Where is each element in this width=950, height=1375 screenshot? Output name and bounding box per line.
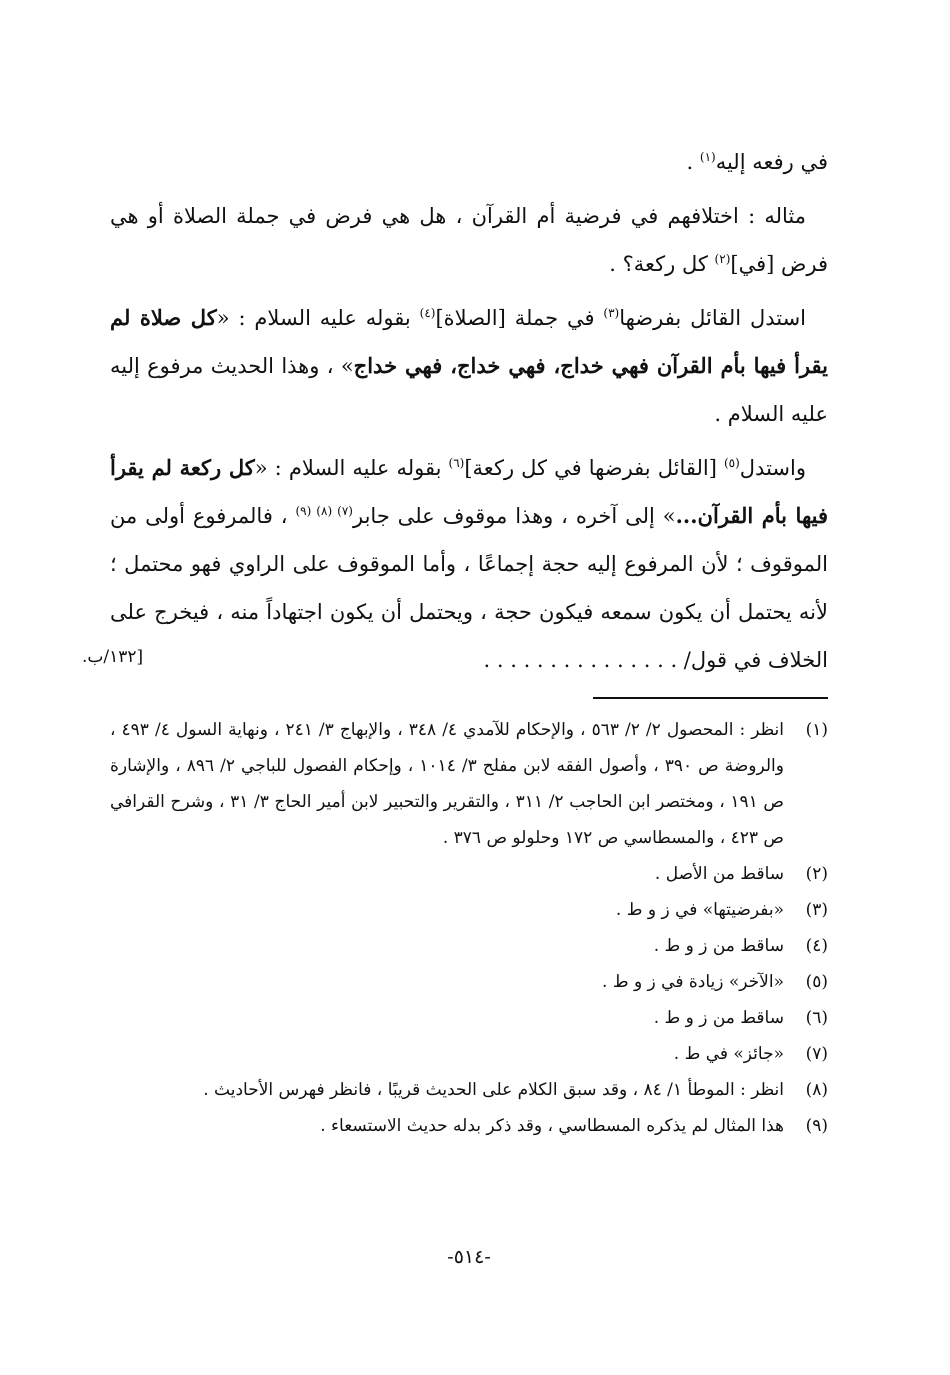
footnote: [110, 1036, 828, 1072]
footnote: [110, 856, 828, 892]
hadith-quote: كل ركعة لم يقرأ فيها بأم القرآن...: [110, 455, 829, 528]
footnote-ref: (٧) (٨) (٩): [295, 504, 353, 518]
footnote-number: (٥): [805, 972, 828, 992]
footnote-text: انظر : المحصول ٢/ ٢/ ٥٦٣ ، والإحكام للآمدي ٤/ ٣٤٨ ، والإبهاج ٣/ ٢٤١ ، ونهاية السول ٤/ ٤٩٣ ، والروضة ص ٣٩٠ ، وأصول الفقه لابن مفلح ٣/ ١٠١٤ ، وإحكام الفصول للباجي ٢/ ٨٩٦ ، والإشارة ص ١٩١ ، ومختصر ابن الحاجب ٢/ ٣١١ ، والتقرير والتحبير لابن أمير الحاج ٣/ ٣١ ، وشرح القرافي ص ٤٢٣ ، والمسطاسي ص ١٧٢ وحلولو ص ٣٧٦ .: [110, 720, 784, 848]
paragraph-3: [110, 444, 828, 684]
footnote-number: (١): [805, 720, 828, 740]
text-run: » إلى آخره ، وهذا موقوف على جابر: [352, 504, 676, 528]
text-run: .: [686, 150, 700, 174]
ellipsis-dots: . . . . . . . . . . . . . . .: [483, 648, 684, 672]
footnote: [110, 928, 828, 964]
footnote-text: ساقط من ز و ط .: [653, 1008, 784, 1028]
margin-folio-ref: .١٣٢/ب]: [82, 647, 144, 667]
footnote-number: (٦): [805, 1008, 828, 1028]
text-run: بقوله عليه السلام : «: [254, 456, 449, 480]
footnote-text: هذا المثال لم يذكره المسطاسي ، وقد ذكر بدله حديث الاستسعاء .: [320, 1116, 784, 1136]
text-run: مثاله : اختلافهم في فرضية أم القرآن ، هل هي فرض في جملة الصلاة أو هي فرض [في]: [110, 204, 828, 276]
footnote-text: «الآخر» زيادة في ز و ط .: [602, 972, 784, 992]
text-run: ، فالمرفوع أولى من الموقوف ؛ لأن المرفوع إليه حجة إجماعًا ، وأما الموقوف على الراوي فهو محتمل ؛ لأنه يحتمل أن يكون سمعه فيكون حجة ، ويحتمل أن يكون اجتهاداً منه ، فيخرج على الخلاف في قول/: [110, 504, 828, 672]
hadith-quote: كل صلاة لم يقرأ فيها بأم القرآن فهي خداج، فهي خداج، فهي خداج: [110, 305, 828, 378]
footnote: [110, 1000, 828, 1036]
footnote-text: «بفرضيتها» في ز و ط .: [615, 900, 784, 920]
main-text: [110, 138, 828, 684]
footnote-ref: (٤): [419, 306, 436, 320]
text-run: استدل القائل بفرضها: [619, 306, 807, 330]
footnote: [110, 892, 828, 928]
footnote-ref: (٢): [714, 252, 731, 266]
footnotes: [110, 712, 828, 1144]
footnote: [110, 1108, 828, 1144]
footnote-number: (٩): [805, 1116, 828, 1136]
footnote-separator: [593, 697, 828, 699]
footnote: [110, 712, 828, 856]
text-run: [القائل بفرضها في كل ركعة]: [464, 456, 724, 480]
paragraph-1: [110, 192, 828, 288]
footnote-number: (٨): [805, 1080, 828, 1100]
text-run: في جملة [الصلاة]: [435, 306, 604, 330]
text-run: » ، وهذا الحديث مرفوع إليه عليه السلام .: [110, 354, 828, 426]
footnote-ref: (١): [699, 150, 716, 164]
footnote: [110, 964, 828, 1000]
footnote-text: انظر : الموطأ ١/ ٨٤ ، وقد سبق الكلام على الحديث قريبًا ، فانظر فهرس الأحاديث .: [203, 1080, 784, 1100]
footnote-text: ساقط من ز و ط .: [653, 936, 784, 956]
book-page: [82, 0, 829, 1375]
footnote-text: ساقط من الأصل .: [654, 864, 784, 884]
text-run: كل ركعة؟ .: [609, 252, 715, 276]
footnote-number: (٤): [805, 936, 828, 956]
footnote-ref: (٦): [448, 456, 465, 470]
footnote: [110, 1072, 828, 1108]
page-number: -٥١٤-: [447, 1246, 491, 1268]
footnote-number: (٧): [805, 1044, 828, 1064]
footnote-text: «جائز» في ط .: [673, 1044, 784, 1064]
text-run: في رفعه إليه: [715, 150, 828, 174]
paragraph-2: [110, 294, 828, 438]
footnote-number: (٣): [805, 900, 828, 920]
footnote-ref: (٥): [723, 456, 740, 470]
footnote-number: (٢): [805, 864, 828, 884]
footnote-ref: (٣): [603, 306, 620, 320]
text-run: بقوله عليه السلام : «: [216, 306, 420, 330]
text-run: واستدل: [739, 456, 806, 480]
paragraph-0: [110, 138, 828, 186]
